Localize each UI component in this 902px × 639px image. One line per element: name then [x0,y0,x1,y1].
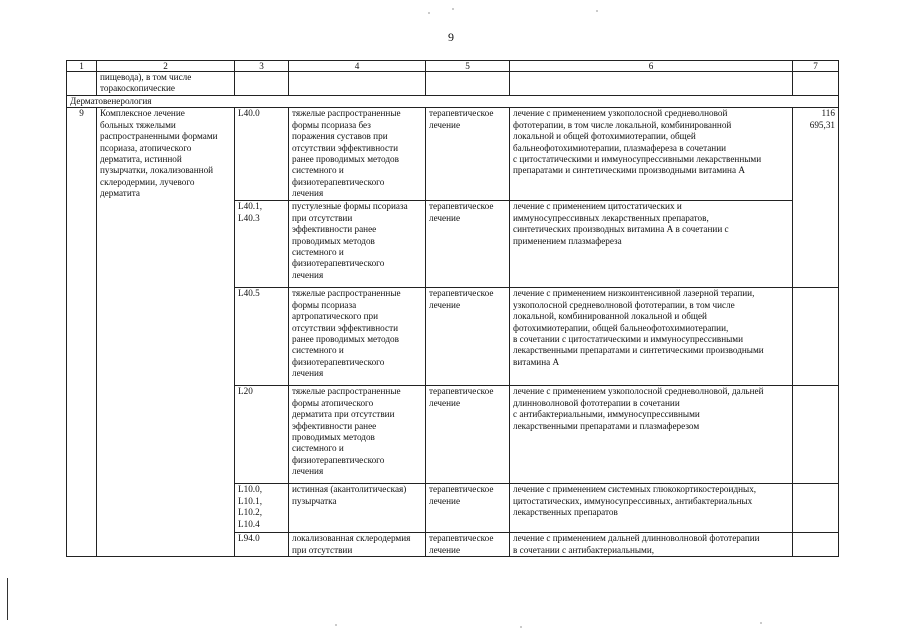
diagnosis-code-cell: L20 [235,386,289,484]
group-number-cell: 9 [67,108,97,557]
patient-model-cell: тяжелые распространенные формы псориаза без поражения суставов при отсутствии эффективности ранее проводимых методов системного и физиотерапевтического лечения [289,108,426,201]
treatment-type-cell: терапевтическое лечение [426,108,510,201]
scan-speck [452,8,454,10]
medical-care-table [66,60,839,557]
scan-speck [760,622,762,624]
patient-model-cell: истинная (акантолитическая) пузырчатка [289,484,426,533]
section-title: Дерматовенерология [67,96,839,108]
page-number: 9 [448,30,454,44]
diagnosis-code-cell: L40.5 [235,288,289,386]
column-header: 6 [510,61,793,72]
treatment-type-cell: терапевтическое лечение [426,201,510,288]
treatment-method-cell: лечение с применением узкополосной средневолновой фототерапии, в том числе локальной, комбинированной локальной и общей фотохимиотерапии, общей бальнеофотохимиотерапии, плазмафереза в сочетании с цитостатическими и иммуносупрессивными лекарственными препаратами и синтетическими производными витамина А [510,108,793,201]
column-header: 4 [289,61,426,72]
treatment-type-cell: терапевтическое лечение [426,288,510,386]
table-row-continued [67,72,839,96]
continued-name-cell: пищевода), в том числе торакоскопические [97,72,235,96]
diagnosis-code-cell: L10.0, L10.1, L10.2, L10.4 [235,484,289,533]
scan-speck [428,12,430,14]
scan-speck [596,10,598,12]
scan-edge-mark [7,578,8,620]
scan-speck [520,626,522,628]
table-header-row [67,61,839,72]
column-header: 2 [97,61,235,72]
treatment-method-cell: лечение с применением цитостатических и иммуносупрессивных лекарственных препаратов, синтетических производных витамина А в сочетании с применением плазмафереза [510,201,793,288]
column-header: 3 [235,61,289,72]
scan-speck [335,624,337,626]
patient-model-cell: пустулезные формы псориаза при отсутствии эффективности ранее проводимых методов системного и физиотерапевтического лечения [289,201,426,288]
diagnosis-code-cell: L40.0 [235,108,289,201]
treatment-method-cell: лечение с применением узкополосной средневолновой, дальней длинноволновой фототерапии в сочетании с антибактериальными, иммуносупрессивными лекарственными препаратами и плазмаферезом [510,386,793,484]
patient-model-cell: тяжелые распространенные формы атопического дерматита при отсутствии эффективности ранее проводимых методов системного и физиотерапевтического лечения [289,386,426,484]
treatment-method-cell: лечение с применением системных глюкокортикостероидных, цитостатических, иммуносупрессивных, антибактериальных лекарственных препаратов [510,484,793,533]
treatment-method-cell: лечение с применением низкоинтенсивной лазерной терапии, узкополосной средневолновой фототерапии, в том числе локальной, комбинированной локальной и общей фотохимиотерапии, общей бальнеофотохимиотерапии, в сочетании с цитостатическими и иммуносупрессивными лекарственными препаратами и синтетическими производными витамина А [510,288,793,386]
patient-model-cell: тяжелые распространенные формы псориаза артропатического при отсутствии эффективности ранее проводимых методов системного и физиотерапевтического лечения [289,288,426,386]
cost-cell: 116 695,31 [793,108,839,288]
diagnosis-code-cell: L40.1, L40.3 [235,201,289,288]
diagnosis-code-cell: L94.0 [235,533,289,557]
group-name-cell: Комплексное лечение больных тяжелыми распространенными формами псориаза, атопического дерматита, истинной пузырчатки, локализованной склеродермии, лучевого дерматита [97,108,235,557]
treatment-method-cell: лечение с применением дальней длинноволновой фототерапии в сочетании с антибактериальными, [510,533,793,557]
patient-model-cell: локализованная склеродермия при отсутствии [289,533,426,557]
column-header: 1 [67,61,97,72]
treatment-type-cell: терапевтическое лечение [426,484,510,533]
treatment-type-cell: терапевтическое лечение [426,386,510,484]
table-row [67,108,839,201]
column-header: 7 [793,61,839,72]
section-row [67,96,839,108]
column-header: 5 [426,61,510,72]
treatment-type-cell: терапевтическое лечение [426,533,510,557]
